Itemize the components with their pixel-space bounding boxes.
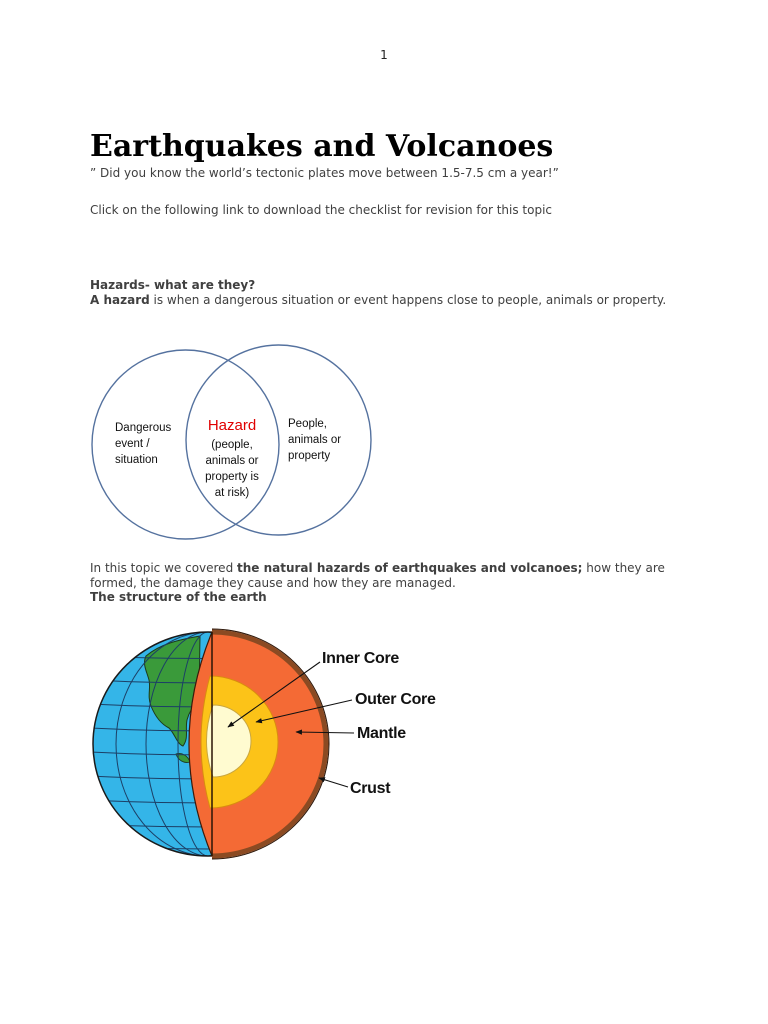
venn-center-line-2: animals or <box>205 455 259 467</box>
venn-center-line-3: property is <box>205 471 259 483</box>
label-mantle: Mantle <box>357 725 406 742</box>
venn-left-line-2: event / <box>115 438 150 450</box>
page-title: Earthquakes and Volcanoes <box>90 129 554 164</box>
page-number: 1 <box>380 48 388 62</box>
label-outer-core: Outer Core <box>355 691 436 708</box>
download-checklist-text: Click on the following link to download the checklist for revision for this topic <box>90 203 553 217</box>
venn-center-line-4: at risk) <box>214 487 250 499</box>
hazards-heading: Hazards- what are they? <box>90 278 256 292</box>
topic-summary-rest: how they are formed, the damage they cause and how they are managed. <box>90 561 665 590</box>
leader-line-crust <box>319 778 348 787</box>
hazard-definition-term: A hazard <box>90 293 150 307</box>
venn-left-line-1: Dangerous <box>115 422 172 434</box>
topic-summary-emphasis: the natural hazards of earthquakes and volcanoes; <box>237 561 583 575</box>
venn-center-line-1: (people, <box>211 439 253 451</box>
earth-structure-diagram <box>80 620 460 870</box>
hazard-venn-diagram <box>80 335 380 550</box>
tectonic-fact-quote: ” Did you know the world’s tectonic plates move between 1.5-7.5 cm a year!” <box>90 166 559 180</box>
topic-summary <box>90 561 680 590</box>
venn-right-line-1: People, <box>288 418 328 430</box>
label-crust: Crust <box>350 780 391 797</box>
hazard-definition <box>90 293 666 308</box>
venn-center-title: Hazard <box>207 417 257 434</box>
venn-right-line-2: animals or <box>288 434 342 446</box>
label-inner-core: Inner Core <box>322 650 400 667</box>
venn-right-line-3: property <box>288 450 331 462</box>
earth-structure-heading: The structure of the earth <box>90 590 267 604</box>
topic-summary-intro: In this topic we covered <box>90 561 237 575</box>
hazard-definition-text: is when a dangerous situation or event happens close to people, animals or property. <box>149 293 667 307</box>
venn-left-line-3: situation <box>115 454 158 466</box>
